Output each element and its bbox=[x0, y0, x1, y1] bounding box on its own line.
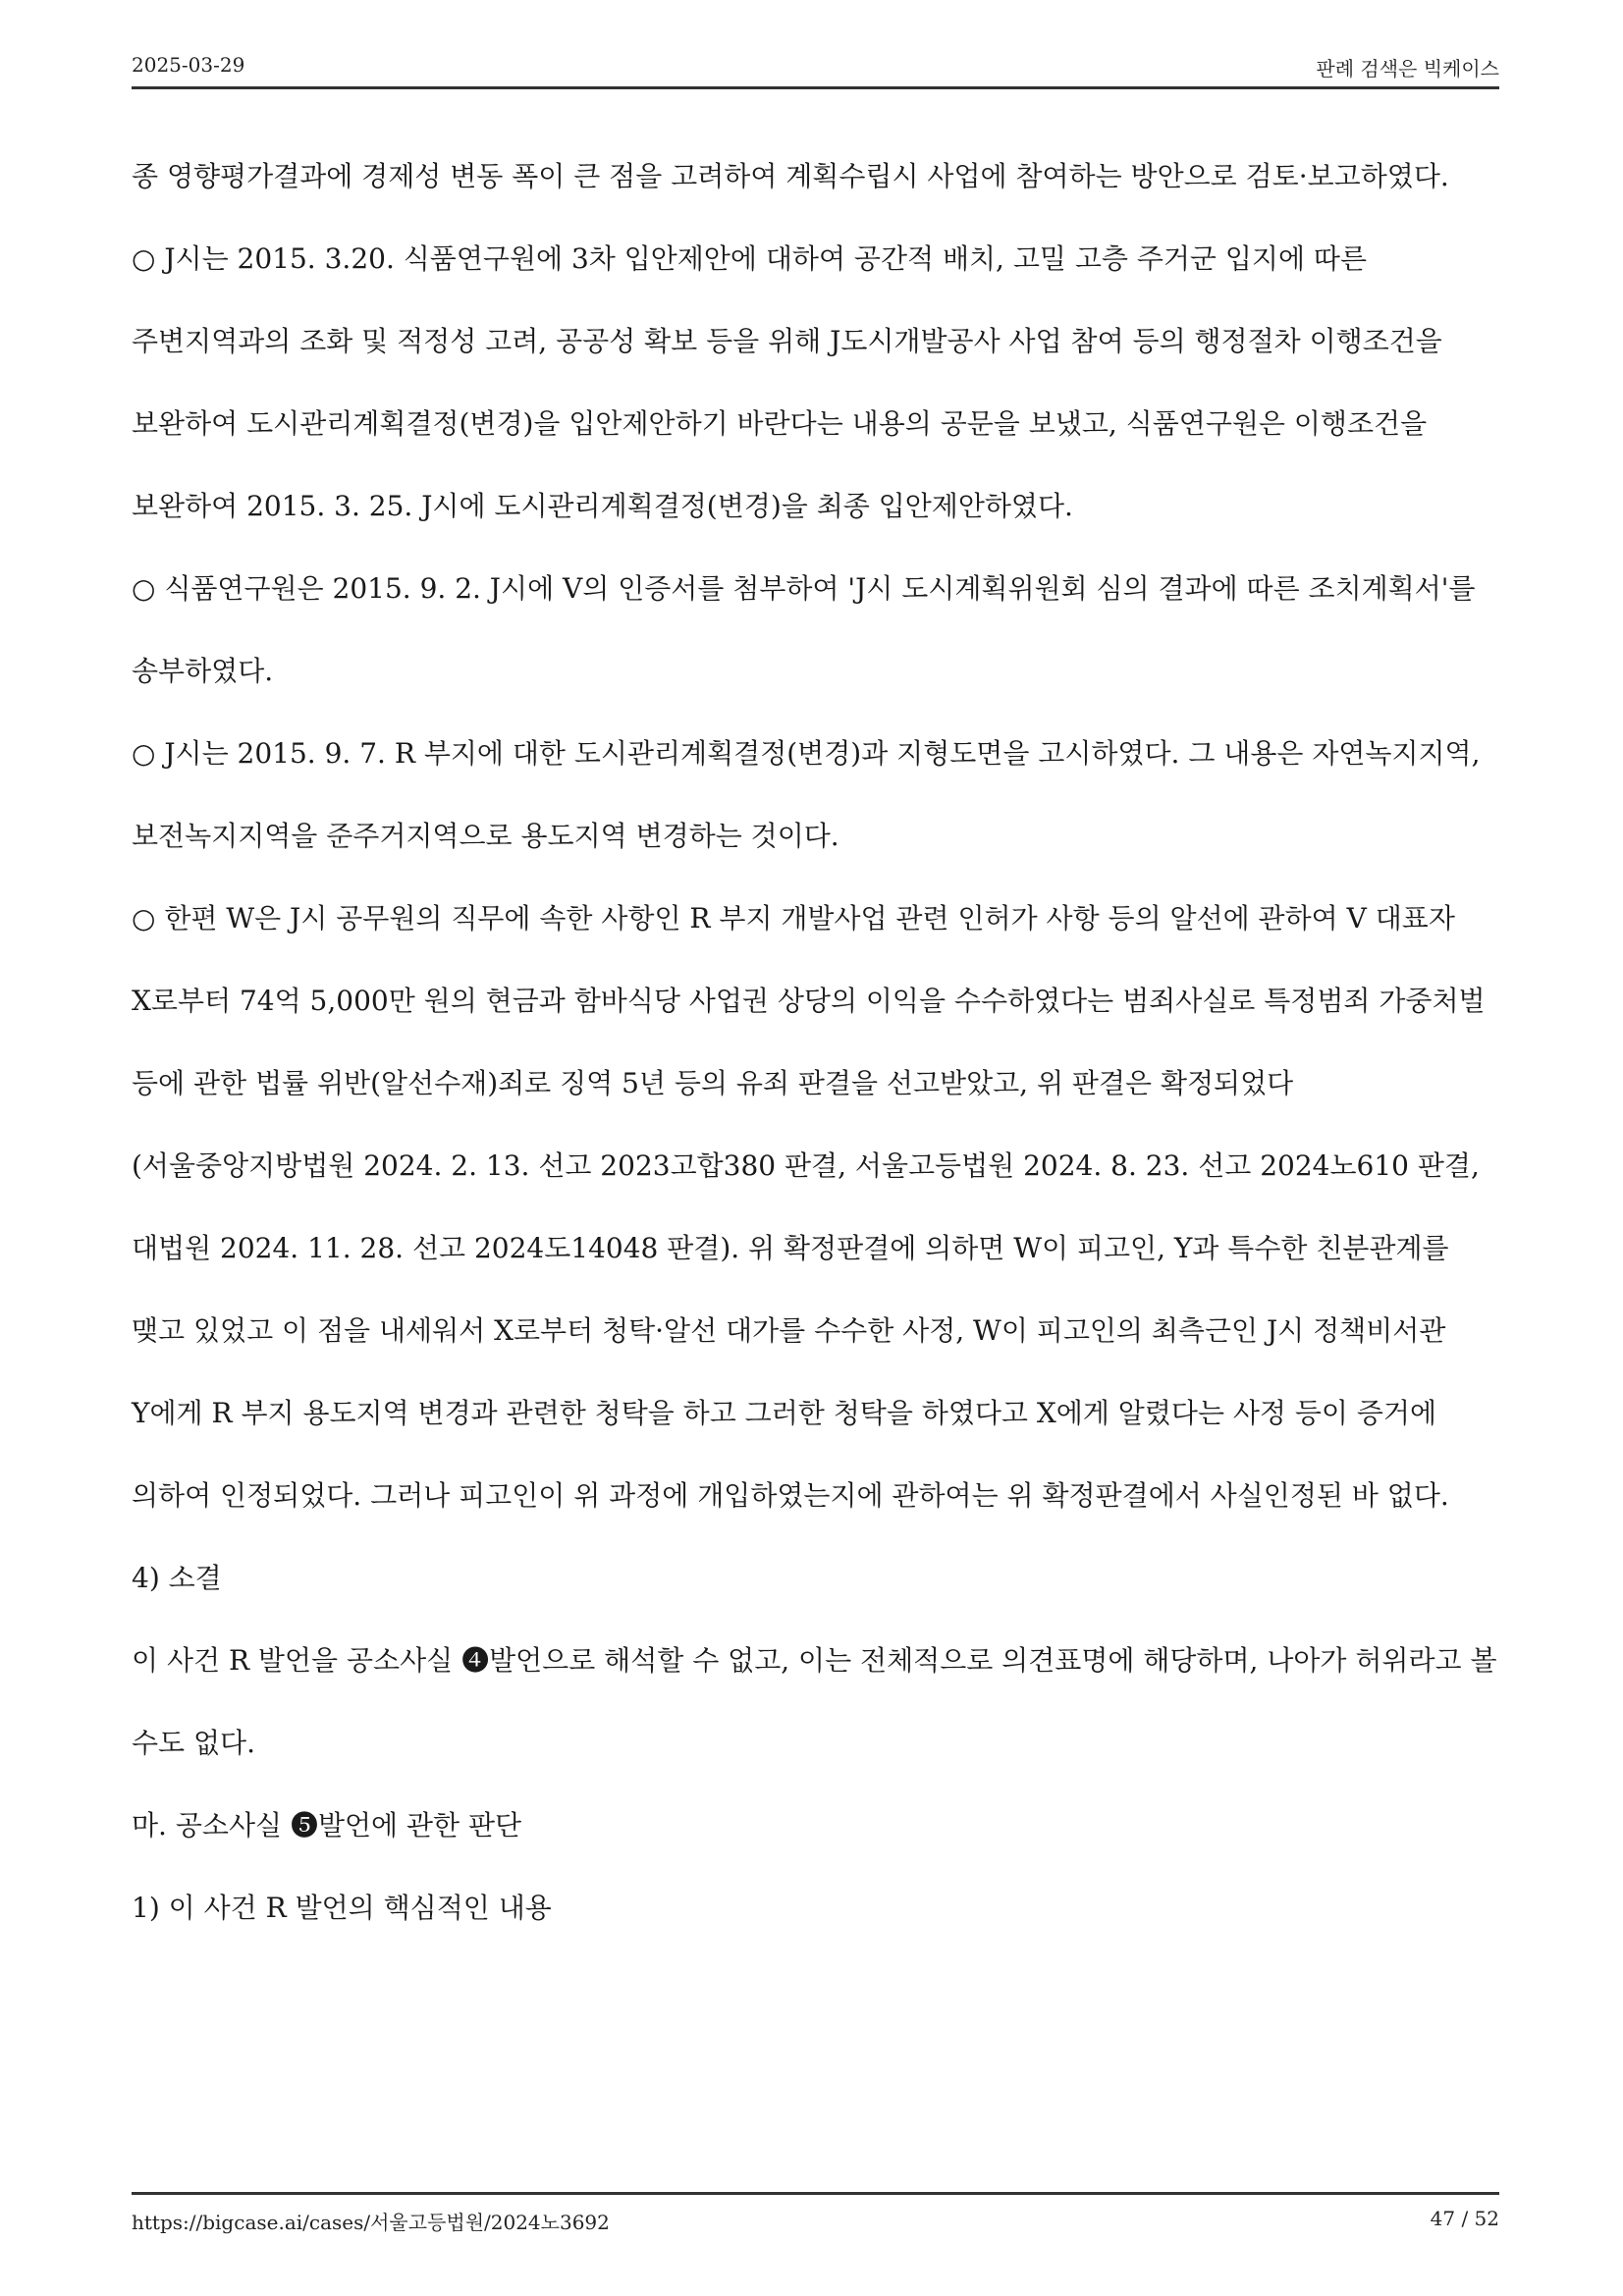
section-heading-conclusion: 4) 소결 bbox=[132, 1562, 222, 1594]
paragraph-bullet-2: ○ 식품연구원은 2015. 9. 2. J시에 V의 인증서를 첨부하여 'J시 도시계획위원회 심의 결과에 따른 조치계획서'를 송부하였다. bbox=[132, 572, 1476, 687]
footer-divider bbox=[132, 2192, 1499, 2195]
document-body bbox=[132, 135, 1506, 1949]
footer-url-link[interactable]: https://bigcase.ai/cases/서울고등법원/2024노3692 bbox=[132, 2211, 610, 2234]
page-number: 47 / 52 bbox=[1430, 2207, 1499, 2230]
header-date: 2025-03-29 bbox=[132, 53, 245, 77]
subsection-heading-1: 1) 이 사건 R 발언의 핵심적인 내용 bbox=[132, 1892, 552, 1924]
paragraph-bullet-3: ○ J시는 2015. 9. 7. R 부지에 대한 도시관리계획결정(변경)과 지형도면을 고시하였다. 그 내용은 자연녹지지역, 보전녹지지역을 준주거지역으로 용도지역 변경하는 것이다. bbox=[132, 737, 1481, 852]
paragraph-continuation: 종 영향평가결과에 경제성 변동 폭이 큰 점을 고려하여 계획수립시 사업에 참여하는 방안으로 검토·보고하였다. bbox=[132, 160, 1449, 192]
paragraph-conclusion: 이 사건 R 발언을 공소사실 ❹발언으로 해석할 수 없고, 이는 전체적으로 의견표명에 해당하며, 나아가 허위라고 볼 수도 없다. bbox=[132, 1644, 1497, 1759]
section-heading-ma: 마. 공소사실 ❺발언에 관한 판단 bbox=[132, 1809, 522, 1842]
page-footer bbox=[132, 2207, 1499, 2246]
header-divider bbox=[132, 86, 1499, 89]
page-header bbox=[132, 47, 1499, 86]
paragraph-bullet-4: ○ 한편 W은 J시 공무원의 직무에 속한 사항인 R 부지 개발사업 관련 인허가 사항 등의 알선에 관하여 V 대표자 X로부터 74억 5,000만 원의 현금과 함바식당 사업권 상당의 이익을 수수하였다는 범죄사실로 특정범죄 가중처벌 등에 관한 법률 위반(알선수재)죄로 징역 5년 등의 유죄 판결을 선고받았고, 위 판결은 확정되었다(서울중앙지방법원 2024. 2. 13. 선고 2023고합380 판결, 서울고등법원 2024. 8. 23. 선고 2024노610 판결, 대법원 2024. 11. 28. 선고 2024도14048 판결). 위 확정판결에 의하면 W이 피고인, Y과 특수한 친분관계를 맺고 있었고 이 점을 내세워서 X로부터 청탁·알선 대가를 수수한 사정, W이 피고인의 최측근인 J시 정책비서관 Y에게 R 부지 용도지역 변경과 관련한 청탁을 하고 그러한 청탁을 하였다고 X에게 알렸다는 사정 등이 증거에 의하여 인정되었다. 그러나 피고인이 위 과정에 개입하였는지에 관하여는 위 확정판결에서 사실인정된 바 없다. bbox=[132, 902, 1486, 1512]
paragraph-bullet-1: ○ J시는 2015. 3.20. 식품연구원에 3차 입안제안에 대하여 공간적 배치, 고밀 고층 주거군 입지에 따른 주변지역과의 조화 및 적정성 고려, 공공성 확보 등을 위해 J도시개발공사 사업 참여 등의 행정절차 이행조건을 보완하여 도시관리계획결정(변경)을 입안제안하기 바란다는 내용의 공문을 보냈고, 식품연구원은 이행조건을 보완하여 2015. 3. 25. J시에 도시관리계획결정(변경)을 최종 입안제안하였다. bbox=[132, 242, 1442, 522]
header-site-name: 판례 검색은 빅케이스 bbox=[1316, 57, 1499, 80]
